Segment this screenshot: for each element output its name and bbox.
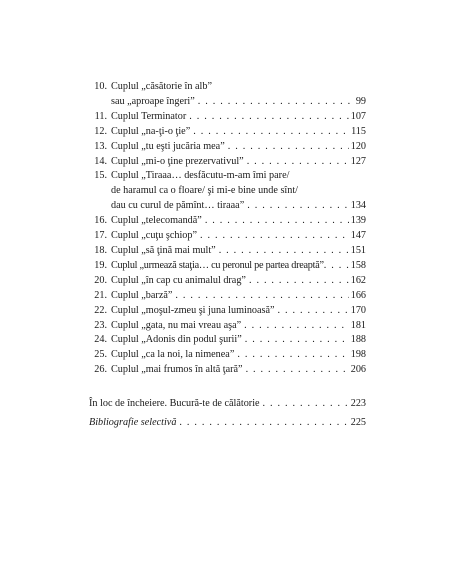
toc-entry bbox=[89, 169, 366, 214]
toc-entry bbox=[89, 80, 366, 110]
toc-entry bbox=[89, 348, 366, 363]
entry-title: de haramul ca o floare/ şi mi-e bine unde sînt/ bbox=[111, 185, 298, 197]
page-number: 115 bbox=[351, 125, 366, 137]
entry-line bbox=[111, 110, 366, 125]
entry-line bbox=[111, 363, 366, 378]
entry-number: 18. bbox=[94, 244, 107, 256]
entry-line bbox=[111, 244, 366, 259]
entry-number: 22. bbox=[94, 304, 107, 316]
toc-entry bbox=[89, 229, 366, 244]
dot-leader bbox=[263, 397, 349, 412]
entry-title: Cuplul „gata, nu mai vreau aşa” bbox=[111, 319, 242, 331]
table-of-contents bbox=[89, 80, 366, 435]
dot-leader bbox=[198, 95, 354, 110]
entry-title: Cuplul „moşul-zmeu şi juna luminoasă” bbox=[111, 304, 275, 316]
entry-title: sau „aproape îngeri” bbox=[111, 95, 195, 107]
entry-number: 26. bbox=[94, 364, 107, 376]
entry-title: Cuplul „barză” bbox=[111, 289, 173, 301]
entry-number: 12. bbox=[94, 125, 107, 137]
entry-number: 24. bbox=[94, 334, 107, 346]
page-number: 223 bbox=[350, 398, 366, 410]
entry-line bbox=[111, 214, 366, 229]
bibliography-entry bbox=[89, 416, 366, 431]
dot-leader bbox=[193, 125, 349, 140]
dot-leader bbox=[219, 244, 349, 259]
entry-title: Cuplul „căsătorie în alb” bbox=[111, 81, 212, 92]
toc-entry bbox=[89, 274, 366, 289]
entry-line bbox=[111, 184, 366, 199]
dot-leader bbox=[244, 319, 349, 334]
entry-title: Cuplul „în cap cu animalul drag” bbox=[111, 274, 246, 286]
entry-number: 25. bbox=[94, 349, 107, 361]
page-number: 120 bbox=[350, 140, 366, 152]
page-number: 225 bbox=[350, 417, 366, 429]
page-number: 107 bbox=[350, 110, 366, 122]
entry-line bbox=[111, 259, 366, 274]
entry-line bbox=[111, 199, 366, 214]
entry-line bbox=[111, 348, 366, 363]
entry-line bbox=[111, 155, 366, 170]
entry-number: 11. bbox=[94, 110, 107, 122]
dot-leader bbox=[247, 155, 349, 170]
entry-title: Cuplul „Tiraaa… desfăcutu-m-am îmi pare/ bbox=[111, 170, 290, 182]
entry-number: 23. bbox=[94, 319, 107, 331]
toc-entry bbox=[89, 333, 366, 348]
dot-leader bbox=[249, 274, 349, 289]
dot-leader bbox=[228, 140, 349, 155]
entry-number: 13. bbox=[94, 140, 107, 152]
dot-leader bbox=[245, 333, 349, 348]
toc-entry bbox=[89, 259, 366, 274]
entry-line bbox=[111, 125, 366, 140]
entry-title: Cuplul „telecomandă” bbox=[111, 215, 202, 227]
entry-line bbox=[111, 169, 366, 184]
page-number: 166 bbox=[350, 289, 366, 301]
dot-leader bbox=[278, 304, 349, 319]
dot-leader bbox=[189, 110, 349, 125]
toc-entry bbox=[89, 140, 366, 155]
entry-title: Cuplul Terminator bbox=[111, 110, 187, 122]
entry-title: Cuplul „ca la noi, la nimenea” bbox=[111, 349, 235, 361]
entry-line bbox=[111, 95, 366, 110]
entry-number: 10. bbox=[94, 81, 107, 92]
page-number: 188 bbox=[350, 334, 366, 346]
entry-title: Cuplul „mai frumos în altă ţară” bbox=[111, 364, 243, 376]
closing-entry bbox=[89, 397, 366, 412]
dot-leader bbox=[324, 259, 351, 274]
page-number: 206 bbox=[350, 364, 366, 376]
closing-section bbox=[89, 397, 366, 431]
entry-line bbox=[111, 274, 366, 289]
toc-entry bbox=[89, 214, 366, 229]
entry-number: 16. bbox=[94, 215, 107, 227]
page-number: 170 bbox=[350, 304, 366, 316]
toc-entry bbox=[89, 304, 366, 319]
entry-number: 20. bbox=[94, 274, 107, 286]
page-number: 198 bbox=[350, 349, 366, 361]
toc-entry bbox=[89, 155, 366, 170]
entry-title: Cuplul „urmează staţia… cu peronul pe partea dreaptă” bbox=[111, 259, 324, 271]
page-number: 139 bbox=[350, 215, 366, 227]
entry-number: 15. bbox=[94, 170, 107, 182]
entry-title: dau cu curul de pămînt… tiraaa” bbox=[111, 200, 245, 212]
toc-entry bbox=[89, 244, 366, 259]
entry-line bbox=[111, 140, 366, 155]
entry-number: 21. bbox=[94, 289, 107, 301]
dot-leader bbox=[179, 416, 348, 431]
page-number: 127 bbox=[350, 155, 366, 167]
toc-entry bbox=[89, 125, 366, 140]
entry-title: Cuplul „să ţină mai mult” bbox=[111, 244, 216, 256]
page-number: 151 bbox=[350, 244, 366, 256]
section-spacer bbox=[89, 378, 366, 397]
entry-title: Cuplul „cuţu şchiop” bbox=[111, 230, 198, 242]
entry-line bbox=[111, 333, 366, 348]
entry-title: Cuplul „mi-o ţine prezervativul” bbox=[111, 155, 244, 167]
page-number: 181 bbox=[350, 319, 366, 331]
page-number: 99 bbox=[355, 95, 366, 107]
bibliography-title: Bibliografie selectivă bbox=[89, 417, 177, 429]
page-number: 158 bbox=[350, 259, 366, 271]
entry-title: Cuplul „tu eşti jucăria mea” bbox=[111, 140, 225, 152]
page-number: 162 bbox=[350, 274, 366, 286]
page-number: 147 bbox=[350, 230, 366, 242]
dot-leader bbox=[175, 289, 348, 304]
entry-line bbox=[111, 304, 366, 319]
entry-number: 14. bbox=[94, 155, 107, 167]
dot-leader bbox=[237, 348, 348, 363]
toc-entry bbox=[89, 289, 366, 304]
entry-title: Cuplul „na-ţi-o ţie” bbox=[111, 125, 191, 137]
dot-leader bbox=[246, 363, 349, 378]
toc-entry bbox=[89, 110, 366, 125]
dot-leader bbox=[200, 229, 349, 244]
closing-title: În loc de încheiere. Bucură-te de călătorie bbox=[89, 398, 260, 410]
entry-title: Cuplul „Adonis din podul şurii” bbox=[111, 334, 242, 346]
dot-leader bbox=[205, 214, 349, 229]
entry-line bbox=[111, 289, 366, 304]
dot-leader bbox=[247, 199, 348, 214]
entry-number: 19. bbox=[94, 259, 107, 271]
entry-number: 17. bbox=[94, 230, 107, 242]
entry-line bbox=[111, 229, 366, 244]
toc-entry bbox=[89, 319, 366, 334]
page-number: 134 bbox=[350, 200, 366, 212]
entry-line bbox=[111, 319, 366, 334]
entry-line bbox=[111, 80, 366, 95]
toc-entry bbox=[89, 363, 366, 378]
